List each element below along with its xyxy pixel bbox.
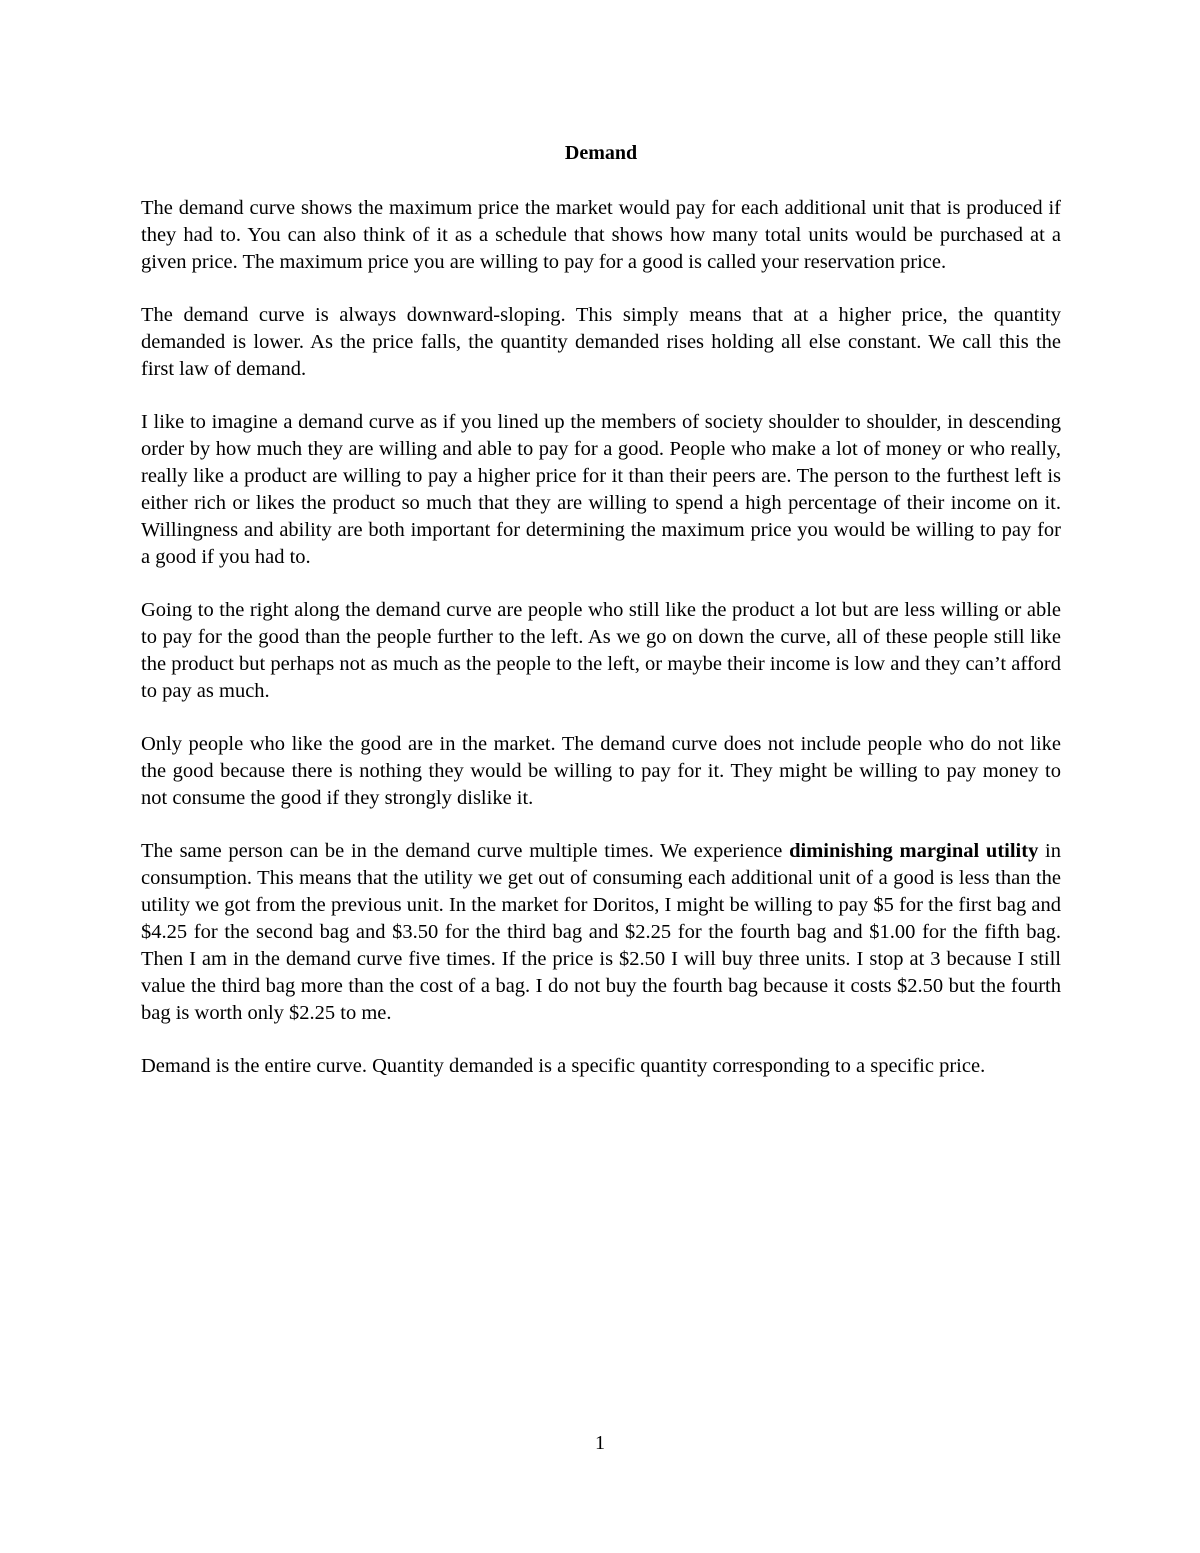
utility-text-after: in consumption. This means that the utility we get out of consuming each additional unit of a good is less than the utility we got from the previous unit. In the market for Doritos, I might be willing to pay $5 for the first bag and $4.25 for the second bag and $3.50 for the third bag and $2.25 for the fourth bag and $1.00 for the fifth bag. Then I am in the demand curve five times. If the price is $2.50 I will buy three units. I stop at 3 because I still value the third bag more than the cost of a bag. I do not buy the fourth bag because it costs $2.50 but the fourth bag is worth only $2.25 to me. xyxy=(141,840,1061,1024)
paragraph-moving-right: Going to the right along the demand curve are people who still like the product a lot but are less willing or able to pay for the good than the people further to the left. As we go on down the curve, all of these people still like the product but perhaps not as much as the people to the left, or maybe their income is low and they can’t afford to pay as much. xyxy=(141,599,1061,702)
document-title: Demand xyxy=(564,142,638,164)
paragraph-diminishing-utility xyxy=(141,838,1061,1027)
paragraph-market-participants: Only people who like the good are in the market. The demand curve does not include people who do not like the good because there is nothing they would be willing to pay for it. They might be willing to pay money to not consume the good if they strongly dislike it. xyxy=(141,733,1061,809)
paragraph-downward-sloping: The demand curve is always downward-sloping. This simply means that at a higher price, the quantity demanded is lower. As the price falls, the quantity demanded rises holding all else constant. We call this the first law of demand. xyxy=(141,304,1061,380)
paragraph-definition: The demand curve shows the maximum price the market would pay for each additional unit that is produced if they had to. You can also think of it as a schedule that shows how many total units would be purchased at a given price. The maximum price you are willing to pay for a good is called your reservation price. xyxy=(141,197,1061,273)
paragraph-demand-vs-quantity: Demand is the entire curve. Quantity demanded is a specific quantity corresponding to a specific price. xyxy=(141,1055,986,1077)
document-body xyxy=(141,140,1061,1106)
utility-text-before: The same person can be in the demand curve multiple times. We experience xyxy=(141,840,790,862)
page-number: 1 xyxy=(595,1432,605,1454)
paragraph-society-lineup: I like to imagine a demand curve as if you lined up the members of society shoulder to shoulder, in descending order by how much they are willing and able to pay for a good. People who make a lot of money or who really, really like a product are willing to pay a higher price for it than their peers are. The person to the furthest left is either rich or likes the product so much that they are willing to spend a high percentage of their income on it. Willingness and ability are both important for determining the maximum price you would be willing to pay for a good if you had to. xyxy=(141,411,1061,568)
utility-bold-term: diminishing marginal utility xyxy=(789,840,1039,862)
